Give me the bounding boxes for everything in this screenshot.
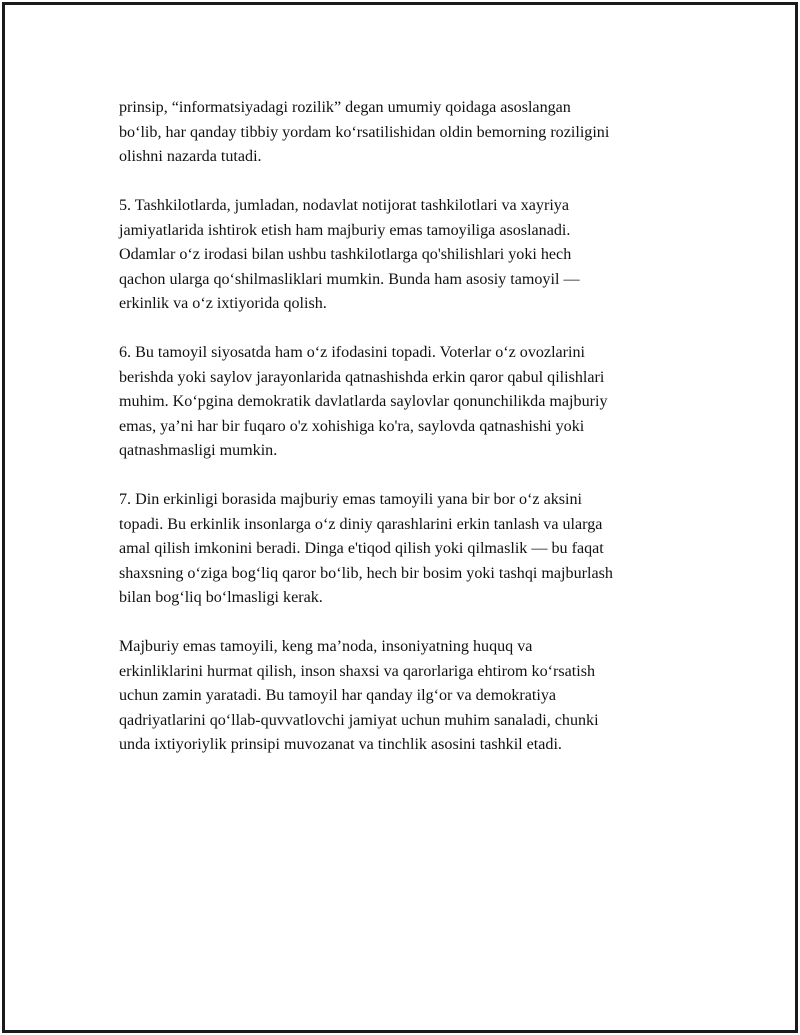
paragraph-consent-continuation: prinsip, “informatsiyadagi rozilik” degan umumiy qoidaga asoslangan bo‘lib, har qanday tibbiy yordam ko‘rsatilishidan oldin bemorning roziligini olishni nazarda tutadi. xyxy=(119,99,610,165)
paragraph-5-organizations: 5. Tashkilotlarda, jumladan, nodavlat notijorat tashkilotlari va xayriya jamiyatlarida ishtirok etish ham majburiy emas tamoyiliga asoslanadi. Odamlar o‘z irodasi bilan ushbu tashkilotlarga qo'shilishlari yoki hech qachon ularga qo‘shilmasliklari mumkin. Bunda ham asosiy tamoyil — erkinlik va o‘z ixtiyorida qolish. xyxy=(119,197,580,312)
paragraph-6-politics: 6. Bu tamoyil siyosatda ham o‘z ifodasini topadi. Voterlar o‘z ovozlarini berishda yoki saylov jarayonlarida qatnashishda erkin qaror qabul qilishlari muhim. Ko‘pgina demokratik davlatlarda saylovlar qonunchilikda majburiy emas, ya’ni har bir fuqaro o'z xohishiga ko'ra, saylovda qatnashishi yoki qatnashmasligi mumkin. xyxy=(119,344,608,459)
document-body xyxy=(119,96,699,782)
document-page xyxy=(2,2,798,1033)
paragraph-conclusion: Majburiy emas tamoyili, keng ma’noda, insoniyatning huquq va erkinliklarini hurmat qilish, inson shaxsi va qarorlariga ehtirom ko‘rsatish uchun zamin yaratadi. Bu tamoyil har qanday ilg‘or va demokratiya qadriyatlarini qo‘llab-quvvatlovchi jamiyat uchun muhim sanaladi, chunki unda ixtiyoriylik prinsipi muvozanat va tinchlik asosini tashkil etadi. xyxy=(119,638,599,753)
paragraph-7-religion: 7. Din erkinligi borasida majburiy emas tamoyili yana bir bor o‘z aksini topadi. Bu erkinlik insonlarga o‘z diniy qarashlarini erkin tanlash va ularga amal qilish imkonini beradi. Dinga e'tiqod qilish yoki qilmaslik — bu faqat shaxsning o‘ziga bog‘liq qaror bo‘lib, hech bir bosim yoki tashqi majburlash bilan bog‘liq bo‘lmasligi kerak. xyxy=(119,491,613,606)
